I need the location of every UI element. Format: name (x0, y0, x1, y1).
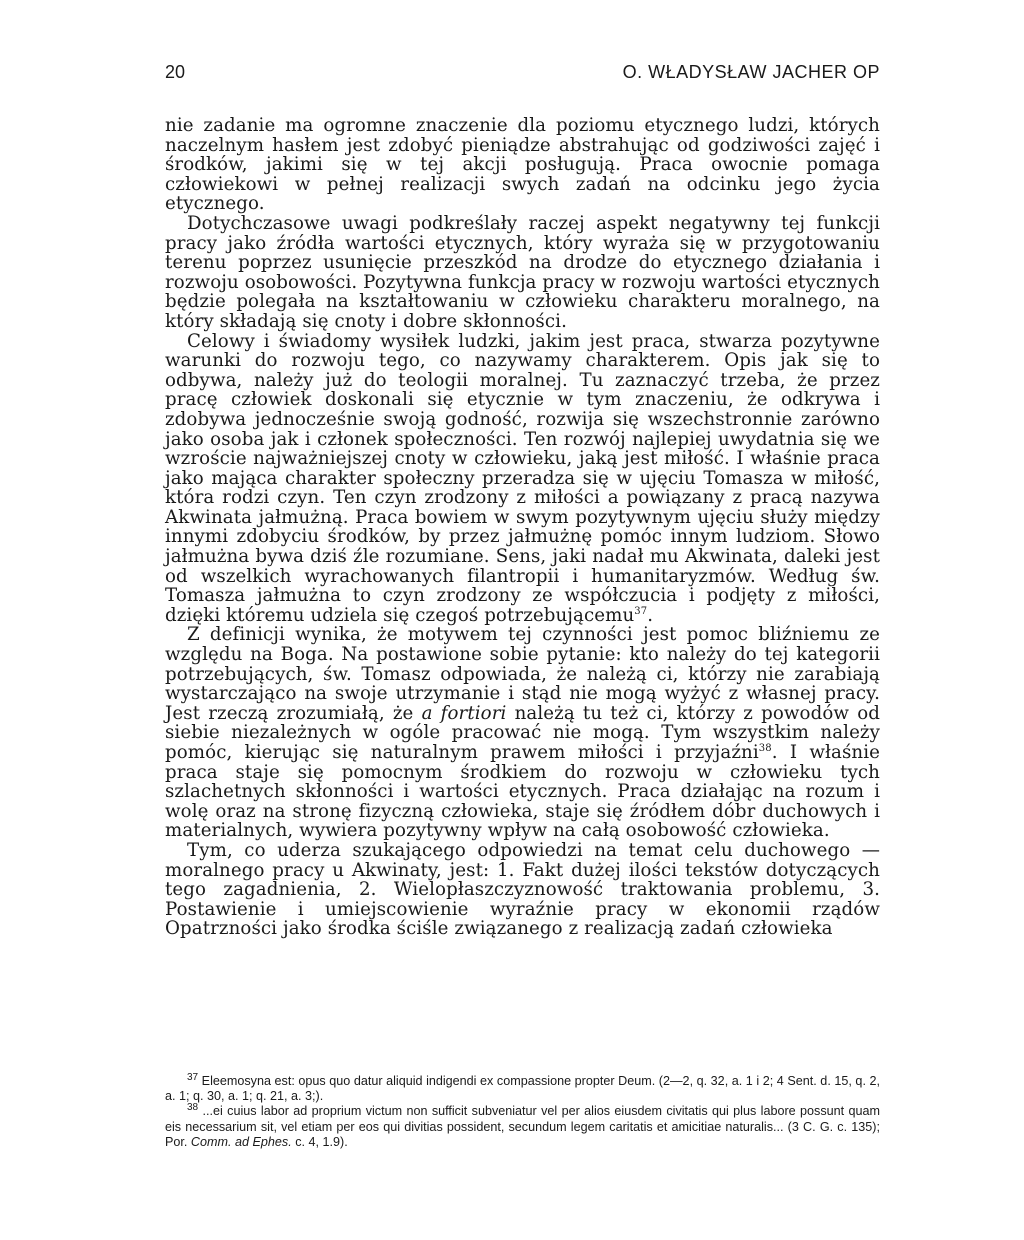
footnote-37-mark: 37 (187, 1071, 199, 1083)
paragraph-3-text: Celowy i świadomy wysiłek ludzki, jakim jest praca, stwarza pozytywne warunki do rozwoju tego, co nazywamy charakterem. Opis jak się to odbywa, należy już do teologii moralnej. Tu zaznaczyć trzeba, że przez pracę człowiek doskonali się etycznie w tym znaczeniu, że odkrywa i zdobywa jednocześnie swoją godność, rozwija się wszechstronnie zarówno jako osoba jak i członek społeczności. Ten rozwój najlepiej uwydatnia się we wzroście najważniejszej cnoty w człowieku, jaką jest miłość. I właśnie praca jako mająca charakter społeczny przeradza się w ujęciu Tomasza w miłość, która rodzi czyn. Ten czyn zrodzony z miłości a powiązany z pracą nazywa Akwinata jałmużną. Praca bowiem w swym pozytywnym ujęciu służy między innymi zdobyciu środków, by przez jałmużnę pomóc innym ludziom. Słowo jałmużna bywa dziś źle rozumiane. Sens, jaki nadał mu Akwinata, daleki jest od wszelkich wyrachowanych filantropii i humanitaryzmów. Według św. Tomasza jałmużna to czyn zrodzony ze współczucia i podjęty z miłości, dzięki któremu udziela się czegoś potrzebującemu (165, 330, 880, 626)
footnote-ref-38: 38 (758, 742, 772, 754)
paragraph-3 (165, 332, 880, 626)
paragraph-3-end: . (647, 604, 654, 626)
body-text (165, 116, 880, 939)
footnote-38-text-b: c. 4, 1.9). (291, 1134, 348, 1149)
footnote-38 (165, 1104, 880, 1150)
paragraph-4-italic: a fortiori (421, 702, 507, 724)
footnote-37 (165, 1071, 880, 1104)
footnote-37-text: Eleemosyna est: opus quo datur aliquid indigendi ex compassione propter Deum. (2—2, q. 32, a. 1 i 2; 4 Sent. d. 15, q. 2, a. 1; q. 30, a. 1; q. 21, a. 3;). (165, 1074, 880, 1104)
paragraph-4-text-a: Z definicji wynika, że motywem tej czynności jest pomoc bliźniemu ze względu na Boga. Na postawione sobie pytanie: kto należy do tej kategorii potrzebujących, św. Tomasz odpowiada, że należą ci, którzy nie zarabiają wystarczająco na swoje utrzymanie i stąd nie mogą wyżyć z własnej pracy. Jest rzeczą zrozumiałą, że (165, 624, 880, 724)
footnotes (165, 1071, 880, 1150)
footnote-38-mark: 38 (187, 1102, 199, 1114)
footnote-ref-37: 37 (634, 605, 648, 617)
running-head: O. WŁADYSŁAW JACHER OP (622, 62, 880, 82)
paragraph-2: Dotychczasowe uwagi podkreślały raczej aspekt negatywny tej funkcji pracy jako źródła wartości etycznych, który wyraża się w przygotowaniu terenu poprzez usunięcie przeszkód na drodze do etycznego działania i rozwoju osobowości. Pozytywna funkcja pracy w rozwoju wartości etycznych będzie polegała na kształtowaniu w człowieku charakteru moralnego, na który składają się cnoty i dobre skłonności. (165, 212, 880, 332)
page-header (165, 62, 880, 92)
paragraph-4-text-c: . I właśnie praca staje się pomocnym środkiem do rozwoju w człowieku tych szlachetnych skłonności i wartości etycznych. Praca działając na rozum i wolę oraz na stronę fizyczną człowieka, staje się źródłem dóbr duchowych i materialnych, wywiera pozytywny wpływ na całą osobowość człowieka. (165, 742, 880, 842)
page-number: 20 (165, 62, 186, 82)
paragraph-4-text-b: należą tu też ci, którzy z powodów od siebie niezależnych w ogóle pracować nie mogą. Tym wszystkim należy pomóc, kierując się naturalnym prawem miłości i przyjaźni (165, 702, 881, 763)
paragraph-5: Tym, co uderza szukającego odpowiedzi na temat celu duchowego — moralnego pracy u Akwinaty, jest: 1. Fakt dużej ilości tekstów dotyczących tego zagadnienia, 2. Wielopłaszczyznowość traktowania problemu, 3. Postawienie i umiejscowienie wyraźnie pracy w ekonomii rządów Opatrzności jako środka ściśle związanego z realizacją zadań człowieka (165, 839, 880, 940)
paragraph-4 (165, 625, 880, 841)
paragraph-1: nie zadanie ma ogromne znaczenie dla poziomu etycznego ludzi, których naczelnym hasłem jest zdobyć pieniądze abstrahując od godziwości zajęć i środków, jakimi się w tej akcji posługują. Praca owocnie pomaga człowiekowi w pełnej realizacji swych zadań na odcinku jego życia etycznego. (165, 115, 880, 215)
footnote-38-italic: Comm. ad Ephes. (190, 1134, 292, 1149)
footnote-38-text-a: ...ei cuius labor ad proprium victum non sufficit subveniatur vel per alios eiusdem civitatis qui plus labore possunt quam eis necessarium sit, vel etiam per eos qui divitias possident, secundum legem caritatis et amicitiae naturalis... (3 C. G. c. 135); Por. (165, 1104, 880, 1149)
